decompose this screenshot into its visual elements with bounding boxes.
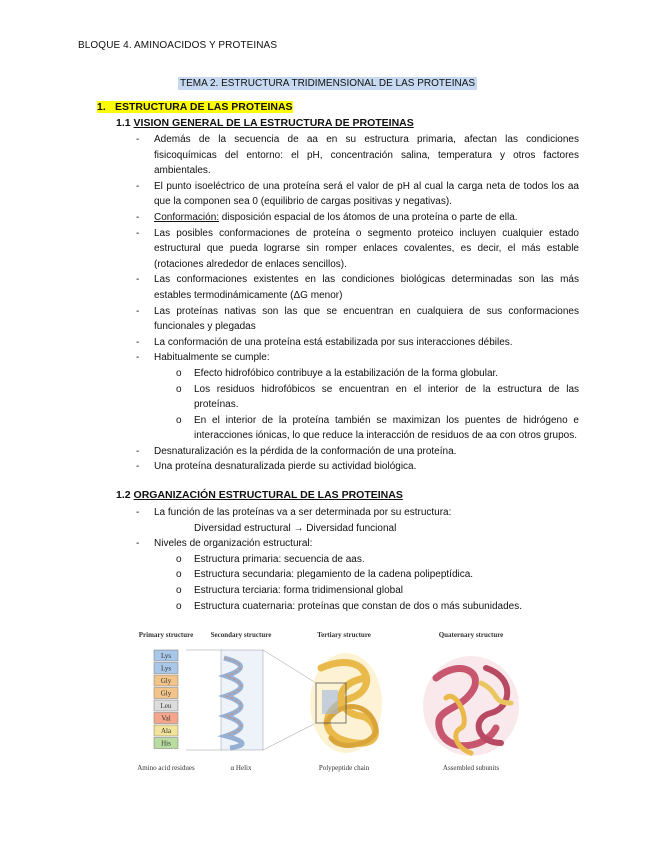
residue-label: Gly [160,689,172,698]
organization-list [134,505,579,614]
sub-list-item: o Estructura terciaria: forma tridimensional global [154,583,579,599]
overview-list [134,132,579,475]
list-item: - Además de la secuencia de aa en su estructura primaria, afectan las condiciones fisicoquímicas del entorno: el pH, concentración salina, temperatura y otros factores ambientales. [134,132,579,179]
alpha-helix-illustration [186,650,316,750]
list-item-text: La función de las proteínas va a ser determinada por su estructura: [154,507,452,518]
figure-caption-secondary: α Helix [230,764,252,772]
figure-title-tertiary: Tertiary structure [317,631,371,639]
term: Conformación: [154,211,220,223]
section-title: ESTRUCTURA DE LAS PROTEINAS [115,101,293,113]
residue-label: His [161,739,171,748]
topic-title-text: TEMA 2. ESTRUCTURA TRIDIMENSIONAL DE LAS PROTEINAS [179,78,476,89]
list-item [134,536,579,614]
subsection-title: VISION GENERAL DE LA ESTRUCTURA DE PROTEINAS [133,117,414,129]
topic-title [0,78,655,89]
figure-title-primary: Primary structure [138,631,194,639]
figure-title-secondary: Secondary structure [210,631,272,639]
subsection-heading-1-2 [116,489,403,501]
list-item [134,350,579,444]
figure-caption-quaternary: Assembled subunits [442,764,500,772]
subsection-title: ORGANIZACIÓN ESTRUCTURAL DE LAS PROTEINAS [133,489,403,501]
list-item: - Las posibles conformaciones de proteína o segmento proteico incluyen cualquier estado estructural que pueda lograrse sin romper enlaces covalentes, es decir, el más estable (rotaciones alrededor de enlaces sencillos). [134,226,579,273]
list-item-text: Habitualmente se cumple: [154,352,270,364]
subsection-number: 1.2 [116,489,131,501]
subsection-number: 1.1 [116,117,131,129]
protein-structure-figure [126,628,536,778]
list-item [134,505,579,536]
sub-list [154,366,579,444]
sub-list-item: o Estructura primaria: secuencia de aas. [154,552,579,568]
sub-list-item: o Estructura secundaria: plegamiento de la cadena polipeptídica. [154,567,579,583]
list-item: - Las conformaciones existentes en las condiciones biológicas determinadas son las más estables termodinámicamente (ΔG menor) [134,272,579,303]
sub-list-item: o Efecto hidrofóbico contribuye a la estabilización de la forma globular. [154,366,579,382]
residue-label: Lys [160,664,172,673]
page-header: BLOQUE 4. AMINOACIDOS Y PROTEINAS [78,40,278,51]
section-number: 1. [97,101,115,113]
sub-list-item: o Los residuos hidrofóbicos se encuentran en el interior de la estructura de las proteínas. [154,382,579,413]
list-item: - La conformación de una proteína está estabilizada por sus interacciones débiles. [134,335,579,351]
list-item: - Las proteínas nativas son las que se encuentran en cualquiera de sus conformaciones funcionales y plegadas [134,304,579,335]
figure-caption-primary: Amino acid residues [137,764,195,772]
residue-label: Ala [160,727,172,735]
section-heading-1 [97,101,293,113]
list-item-text: Niveles de organización estructural: [154,538,313,550]
figure-caption-tertiary: Polypeptide chain [318,764,370,772]
definition: disposición espacial de los átomos de una proteína o parte de ella. [219,211,518,223]
folded-chain-illustration [310,653,382,753]
subsection-heading-1-1 [116,117,414,129]
assembled-subunits-illustration [423,656,519,756]
residue-label: Leu [160,702,172,710]
list-item: - Una proteína desnaturalizada pierde su actividad biológica. [134,459,579,475]
residue-stack [154,650,178,749]
residue-label: Val [161,714,171,723]
sub-list [154,552,579,614]
sub-list-item: o Estructura cuaternaria: proteínas que constan de dos o más subunidades. [154,599,579,615]
residue-label: Gly [160,677,172,685]
list-item: - El punto isoeléctrico de una proteína será el valor de pH al cual la carga neta de todos los aa que la componen sea 0 (equilibrio de cargas positivas y negativas). [134,179,579,210]
list-item-text-line2: Diversidad estructural → Diversidad funcional [194,522,397,534]
list-item: - Desnaturalización es la pérdida de la conformación de una proteína. [134,444,579,460]
list-item [134,210,579,226]
sub-list-item: o En el interior de la proteína también se maximizan los puentes de hidrógeno e interacciones iónicas, lo que reduce la interacción de residuos de aa con otros grupos. [154,413,579,444]
residue-label: Lys [160,652,172,660]
figure-title-quaternary: Quaternary structure [438,631,504,639]
